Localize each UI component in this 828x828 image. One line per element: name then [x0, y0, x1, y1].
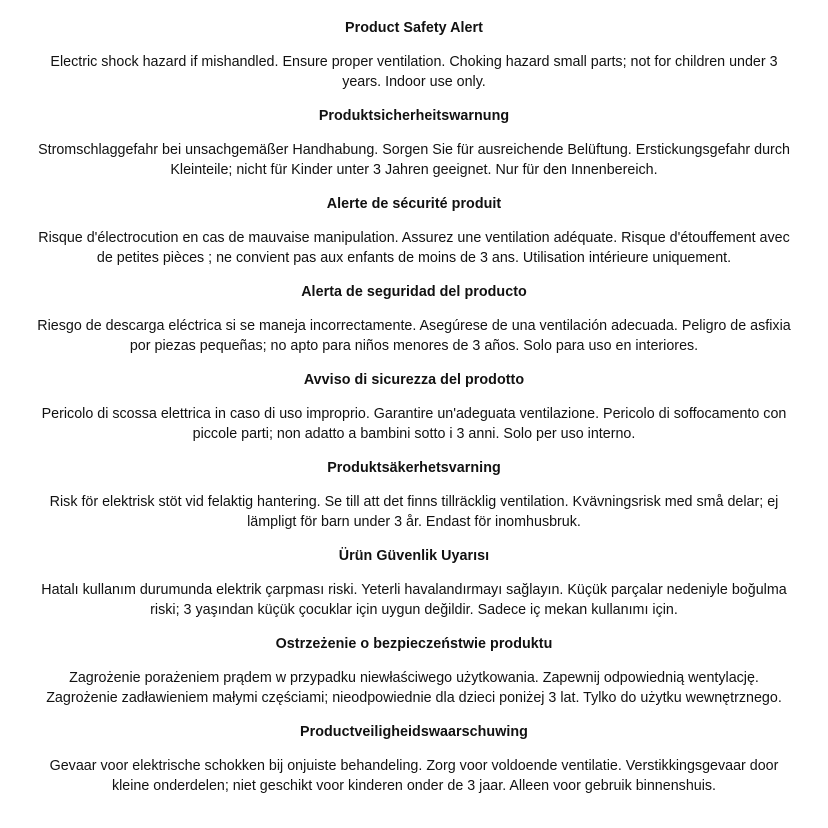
section-heading: Productveiligheidswaarschuwing: [300, 724, 528, 740]
section-body: [24, 493, 804, 532]
body-line: Pericolo di scossa elettrica in caso di uso improprio. Garantire un'adeguata ventilazione. Pericolo di soffocamento con: [41, 406, 787, 422]
section-body: [24, 405, 804, 444]
section-heading: Ostrzeżenie o bezpieczeństwie produktu: [275, 636, 553, 652]
body-line: Zagrożenie porażeniem prądem w przypadku niewłaściwego użytkowania. Zapewnij odpowiednią wentylację.: [69, 670, 759, 686]
body-line: Kleinteile; nicht für Kinder unter 3 Jahren geeignet. Nur für den Innenbereich.: [170, 161, 658, 178]
section-heading: Avviso di sicurezza del prodotto: [303, 372, 525, 388]
section-german: [24, 106, 804, 180]
body-line: de petites pièces ; ne convient pas aux enfants de moins de 3 ans. Utilisation intérieure uniquement.: [96, 249, 732, 266]
body-line: Riesgo de descarga eléctrica si se maneja incorrectamente. Asegúrese de una ventilación adecuada. Peligro de asfixia: [37, 318, 791, 334]
section-body: [24, 53, 804, 92]
body-line: piccole parti; non adatto a bambini sotto i 3 anni. Solo per uso interno.: [192, 425, 636, 442]
body-line: por piezas pequeñas; no apto para niños menores de 3 años. Solo para uso en interiores.: [129, 337, 699, 354]
section-body: [24, 141, 804, 180]
body-line: Hatalı kullanım durumunda elektrik çarpması riski. Yeterli havalandırmayı sağlayın. Küçük parçalar nedeniyle boğulma: [41, 582, 787, 598]
section-dutch: [24, 722, 804, 796]
section-heading: Alerta de seguridad del producto: [301, 284, 527, 300]
body-line: kleine onderdelen; niet geschikt voor kinderen onder de 3 jaar. Alleen voor gebruik binnenshuis.: [111, 777, 717, 794]
section-turkish: [24, 546, 804, 620]
section-body: [24, 229, 804, 268]
body-line: lämpligt för barn under 3 år. Endast för inomhusbruk.: [247, 513, 581, 530]
section-french: [24, 194, 804, 268]
section-english: [24, 18, 804, 92]
body-line: Zagrożenie zadławieniem małymi częściami; nieodpowiednie dla dzieci poniżej 3 lat. Tylko do użytku wewnętrznego.: [46, 689, 782, 706]
section-body: [24, 669, 804, 708]
section-body: [24, 581, 804, 620]
section-polish: [24, 634, 804, 708]
section-spanish: [24, 282, 804, 356]
body-line: Gevaar voor elektrische schokken bij onjuiste behandeling. Zorg voor voldoende ventilatie. Verstikkingsgevaar door: [49, 758, 779, 774]
body-line: Risque d'électrocution en cas de mauvaise manipulation. Assurez une ventilation adéquate. Risque d'étouffement avec: [38, 230, 790, 246]
section-italian: [24, 370, 804, 444]
section-heading: Produktsicherheitswarnung: [318, 108, 510, 124]
body-line: Electric shock hazard if mishandled. Ensure proper ventilation. Choking hazard small parts; not for children under 3: [50, 54, 778, 70]
section-heading: Ürün Güvenlik Uyarısı: [338, 548, 490, 564]
body-line: years. Indoor use only.: [342, 73, 486, 90]
body-line: Risk för elektrisk stöt vid felaktig hantering. Se till att det finns tillräcklig ventilation. Kvävningsrisk med små delar; ej: [49, 494, 779, 510]
section-heading: Alerte de sécurité produit: [326, 196, 502, 212]
section-heading: Product Safety Alert: [345, 20, 483, 36]
section-body: [24, 317, 804, 356]
body-line: riski; 3 yaşından küçük çocuklar için uygun değildir. Sadece iç mekan kullanımı için.: [150, 601, 678, 618]
section-body: [24, 757, 804, 796]
section-swedish: [24, 458, 804, 532]
body-line: Stromschlaggefahr bei unsachgemäßer Handhabung. Sorgen Sie für ausreichende Belüftung. Erstickungsgefahr durch: [38, 142, 790, 158]
section-heading: Produktsäkerhetsvarning: [327, 460, 501, 476]
